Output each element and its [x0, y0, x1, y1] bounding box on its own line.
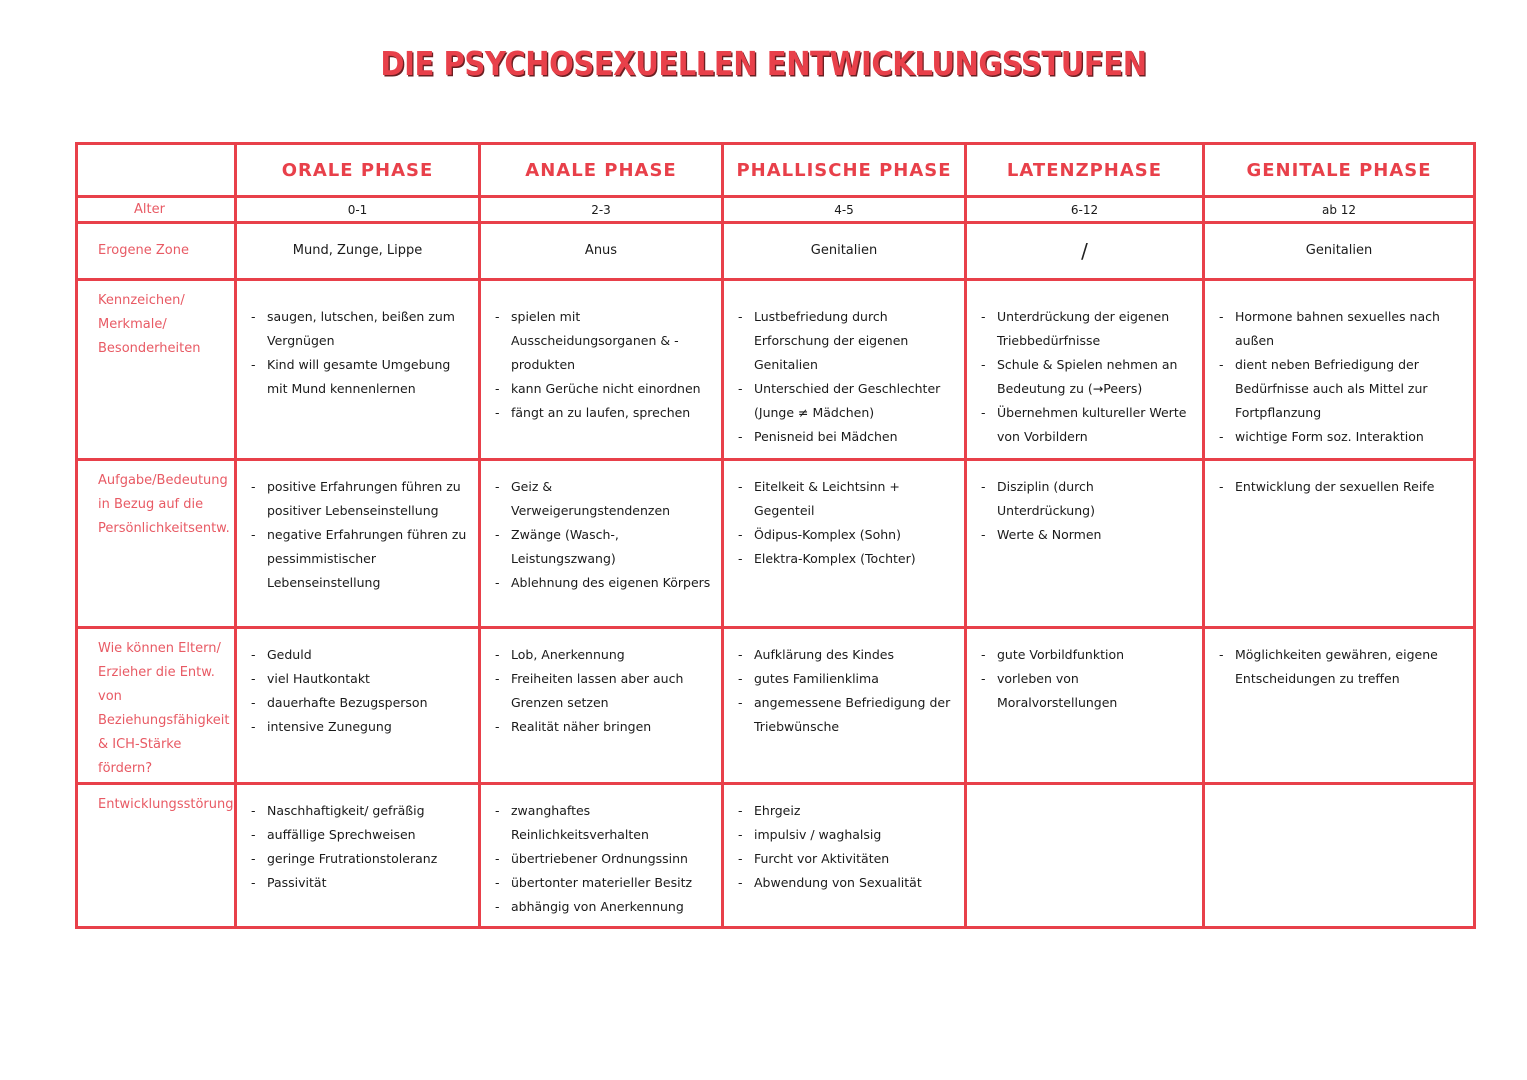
- list-item: - gutes Familienklima: [738, 667, 956, 691]
- phase-header-phallic: PHALLISCHE PHASE: [723, 144, 966, 197]
- zone-cell: Mund, Zunge, Lippe: [236, 222, 480, 279]
- list-item: - gute Vorbildfunktion: [981, 643, 1194, 667]
- list-item: - Freiheiten lassen aber auch Grenzen setzen: [495, 667, 713, 715]
- list-item: - Möglichkeiten gewähren, eigene Entscheidungen zu treffen: [1219, 643, 1465, 691]
- list-item: - Entwicklung der sexuellen Reife: [1219, 475, 1465, 499]
- stoerung-cell: [1204, 783, 1475, 927]
- aufgabe-cell: [723, 460, 966, 627]
- list-item: - übertonter materieller Besitz: [495, 871, 713, 895]
- zone-cell: /: [966, 222, 1204, 279]
- list-item: - dauerhafte Bezugsperson: [251, 691, 470, 715]
- list-item: - angemessene Befriedigung der Triebwünsche: [738, 691, 956, 739]
- list-item: - Disziplin (durch Unterdrückung): [981, 475, 1194, 523]
- list-item: - impulsiv / waghalsig: [738, 823, 956, 847]
- list-item: - wichtige Form soz. Interaktion: [1219, 425, 1465, 449]
- list-item: - Elektra-Komplex (Tochter): [738, 547, 956, 571]
- stoerung-cell: [480, 783, 723, 927]
- age-cell: 4-5: [723, 197, 966, 222]
- eltern-cell: [480, 627, 723, 783]
- stoerung-row: [77, 783, 1475, 927]
- aufgabe-cell: [966, 460, 1204, 627]
- aufgabe-cell: [480, 460, 723, 627]
- list-item: - Ehrgeiz: [738, 799, 956, 823]
- list-item: - spielen mit Ausscheidungsorganen & -produkten: [495, 305, 713, 377]
- zone-row: [77, 222, 1475, 279]
- merkmale-cell: [723, 280, 966, 460]
- list-item: - vorleben von Moralvorstellungen: [981, 667, 1194, 715]
- aufgabe-cell: [1204, 460, 1475, 627]
- stoerung-cell: [236, 783, 480, 927]
- phase-header-genital: GENITALE PHASE: [1204, 144, 1475, 197]
- list-item: - fängt an zu laufen, sprechen: [495, 401, 713, 425]
- list-item: - Unterdrückung der eigenen Triebbedürfnisse: [981, 305, 1194, 353]
- list-item: - Unterschied der Geschlechter (Junge ≠ Mädchen): [738, 377, 956, 425]
- list-item: - Geiz & Verweigerungstendenzen: [495, 475, 713, 523]
- merkmale-row: [77, 280, 1475, 460]
- row-label-aufgabe: Aufgabe/Bedeutung in Bezug auf die Persönlichkeitsentw.: [77, 460, 236, 627]
- phase-header-oral: ORALE PHASE: [236, 144, 480, 197]
- eltern-row: [77, 627, 1475, 783]
- list-item: - Lustbefriedung durch Erforschung der eigenen Genitalien: [738, 305, 956, 377]
- merkmale-cell: [236, 280, 480, 460]
- list-item: - saugen, lutschen, beißen zum Vergnügen: [251, 305, 470, 353]
- phase-header-latency: LATENZPHASE: [966, 144, 1204, 197]
- list-item: - Werte & Normen: [981, 523, 1194, 547]
- row-label-merkmale: Kennzeichen/ Merkmale/ Besonderheiten: [77, 280, 236, 460]
- list-item: - Lob, Anerkennung: [495, 643, 713, 667]
- list-item: - Hormone bahnen sexuelles nach außen: [1219, 305, 1465, 353]
- row-label-stoerung: Entwicklungsstörung: [77, 783, 236, 927]
- eltern-cell: [1204, 627, 1475, 783]
- eltern-cell: [966, 627, 1204, 783]
- list-item: - geringe Frutrationstoleranz: [251, 847, 470, 871]
- list-item: - Übernehmen kultureller Werte von Vorbildern: [981, 401, 1194, 449]
- list-item: - Kind will gesamte Umgebung mit Mund kennenlernen: [251, 353, 470, 401]
- list-item: - Aufklärung des Kindes: [738, 643, 956, 667]
- row-label-zone: Erogene Zone: [77, 222, 236, 279]
- age-cell: 0-1: [236, 197, 480, 222]
- list-item: - abhängig von Anerkennung: [495, 895, 713, 919]
- phases-table: [75, 142, 1476, 929]
- list-item: - Abwendung von Sexualität: [738, 871, 956, 895]
- list-item: - zwanghaftes Reinlichkeitsverhalten: [495, 799, 713, 847]
- list-item: - intensive Zunegung: [251, 715, 470, 739]
- eltern-cell: [236, 627, 480, 783]
- age-cell: 6-12: [966, 197, 1204, 222]
- age-cell: 2-3: [480, 197, 723, 222]
- list-item: - kann Gerüche nicht einordnen: [495, 377, 713, 401]
- zone-cell: Genitalien: [723, 222, 966, 279]
- eltern-cell: [723, 627, 966, 783]
- list-item: - Geduld: [251, 643, 470, 667]
- row-label-age: Alter: [77, 197, 236, 222]
- list-item: - negative Erfahrungen führen zu pessimmistischer Lebenseinstellung: [251, 523, 470, 595]
- list-item: - Schule & Spielen nehmen an Bedeutung zu (→Peers): [981, 353, 1194, 401]
- zone-cell: Genitalien: [1204, 222, 1475, 279]
- list-item: - übertriebener Ordnungssinn: [495, 847, 713, 871]
- corner-cell: [77, 144, 236, 197]
- list-item: - Passivität: [251, 871, 470, 895]
- list-item: - auffällige Sprechweisen: [251, 823, 470, 847]
- age-row: [77, 197, 1475, 222]
- list-item: - Ödipus-Komplex (Sohn): [738, 523, 956, 547]
- merkmale-cell: [1204, 280, 1475, 460]
- list-item: - Furcht vor Aktivitäten: [738, 847, 956, 871]
- list-item: - dient neben Befriedigung der Bedürfnisse auch als Mittel zur Fortpflanzung: [1219, 353, 1465, 425]
- stoerung-cell: [723, 783, 966, 927]
- list-item: - Zwänge (Wasch-, Leistungszwang): [495, 523, 713, 571]
- page-title: DIE PSYCHOSEXUELLEN ENTWICKLUNGSSTUFEN: [380, 44, 1147, 83]
- list-item: - Eitelkeit & Leichtsinn + Gegenteil: [738, 475, 956, 523]
- age-cell: ab 12: [1204, 197, 1475, 222]
- list-item: - Penisneid bei Mädchen: [738, 425, 956, 449]
- aufgabe-cell: [236, 460, 480, 627]
- row-label-eltern: Wie können Eltern/ Erzieher die Entw. von Beziehungsfähigkeit & ICH-Stärke fördern?: [77, 627, 236, 783]
- merkmale-cell: [966, 280, 1204, 460]
- stoerung-cell: [966, 783, 1204, 927]
- list-item: - Ablehnung des eigenen Körpers: [495, 571, 713, 595]
- list-item: - viel Hautkontakt: [251, 667, 470, 691]
- aufgabe-row: [77, 460, 1475, 627]
- list-item: - Naschhaftigkeit/ gefräßig: [251, 799, 470, 823]
- phase-header-anal: ANALE PHASE: [480, 144, 723, 197]
- header-row: [77, 144, 1475, 197]
- list-item: - positive Erfahrungen führen zu positiver Lebenseinstellung: [251, 475, 470, 523]
- merkmale-cell: [480, 280, 723, 460]
- zone-cell: Anus: [480, 222, 723, 279]
- list-item: - Realität näher bringen: [495, 715, 713, 739]
